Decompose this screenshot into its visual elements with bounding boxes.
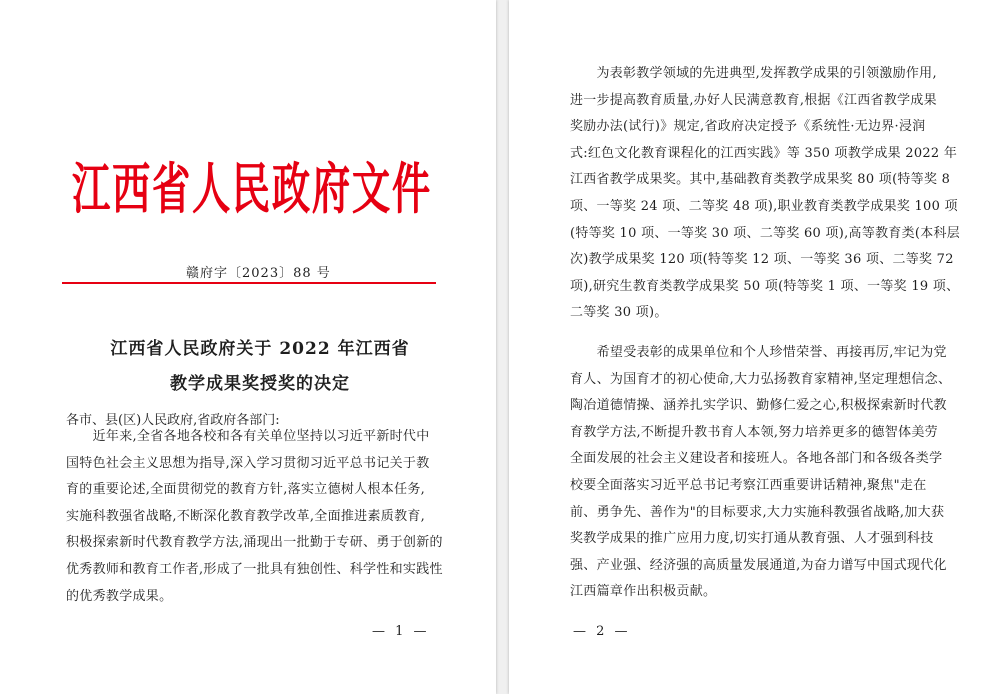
salutation: 各市、县(区)人民政府,省政府各部门: <box>66 413 280 428</box>
text-line: 陶冶道德情操、涵养扎实学识、勤修仁爱之心,积极探索新时代教 <box>570 398 947 414</box>
text-line: 前、勇争先、善作为"的目标要求,大力实施科教强省战略,加大获 <box>570 504 945 520</box>
red-divider-line <box>62 282 436 284</box>
document-page-1 <box>0 0 496 694</box>
text-line: 奖教学成果的推广应用力度,切实打通从教育强、人才强到科技 <box>570 531 934 547</box>
text-line: 式:红色文化教育课程化的江西实践》等 350 项教学成果 2022 年 <box>570 145 958 161</box>
paragraph-expectations <box>570 340 951 606</box>
text-line: 校要全面落实习近平总书记考察江西重要讲话精神,聚焦"走在 <box>570 477 927 493</box>
text-line: 实施科教强省战略,不断深化教育教学改革,全面推进素质教育, <box>66 508 426 524</box>
text-line: 全面发展的社会主义建设者和接班人。各地各部门和各级各类学 <box>570 451 943 467</box>
text-line: 二等奖 30 项)。 <box>570 305 668 321</box>
text-line: 育教学方法,不断提升教书育人本领,努力培养更多的德智体美劳 <box>570 424 938 440</box>
page-number: — 1 — <box>372 624 430 639</box>
text-line: (特等奖 10 项、一等奖 30 项、二等奖 60 项),高等教育类(本科层 <box>570 225 960 241</box>
text-line: 为表彰教学领域的先进典型,发挥教学成果的引领激励作用, <box>570 66 937 81</box>
text-line: 江西篇章作出积极贡献。 <box>570 584 717 600</box>
text-line: 的优秀教学成果。 <box>66 588 173 604</box>
document-page-2 <box>509 0 1000 694</box>
paragraph-awards <box>570 61 961 327</box>
text-line: 育人、为国育才的初心使命,大力弘扬教育家精神,坚定理想信念、 <box>570 371 952 387</box>
text-line: 强、产业强、经济强的高质量发展通道,为奋力谱写中国式现代化 <box>570 557 947 573</box>
paragraph-intro <box>66 424 443 610</box>
text-line: 进一步提高教育质量,办好人民满意教育,根据《江西省教学成果 <box>570 92 937 108</box>
text-line: 国特色社会主义思想为指导,深入学习贯彻习近平总书记关于教 <box>66 455 430 471</box>
document-number: 赣府字〔2023〕88 号 <box>186 266 331 281</box>
decision-title-line-1: 江西省人民政府关于 2022 年江西省 <box>110 339 410 359</box>
text-line: 项、一等奖 24 项、二等奖 48 项),职业教育类教学成果奖 100 项 <box>570 198 958 214</box>
document-header-title: 江西省人民政府文件 <box>72 156 432 221</box>
text-line: 江西省教学成果奖。其中,基础教育类教学成果奖 80 项(特等奖 8 <box>570 172 951 188</box>
text-line: 积极探索新时代教育教学方法,涌现出一批勤于专研、勇于创新的 <box>66 535 443 551</box>
decision-title-line-2: 教学成果奖授奖的决定 <box>170 374 350 394</box>
text-line: 近年来,全省各地各校和各有关单位坚持以习近平新时代中 <box>66 429 430 444</box>
text-line: 希望受表彰的成果单位和个人珍惜荣誉、再接再厉,牢记为党 <box>570 345 947 360</box>
text-line: 项),研究生教育类教学成果奖 50 项(特等奖 1 项、一等奖 19 项、 <box>570 278 960 294</box>
text-line: 次)教学成果奖 120 项(特等奖 12 项、一等奖 36 项、二等奖 72 <box>570 252 954 268</box>
text-line: 奖励办法(试行)》规定,省政府决定授予《系统性·无边界·浸润 <box>570 119 926 135</box>
page-number: — 2 — <box>573 624 631 639</box>
text-line: 优秀教师和教育工作者,形成了一批具有独创性、科学性和实践性 <box>66 561 443 577</box>
text-line: 育的重要论述,全面贯彻党的教育方针,落实立德树人根本任务, <box>66 482 426 498</box>
